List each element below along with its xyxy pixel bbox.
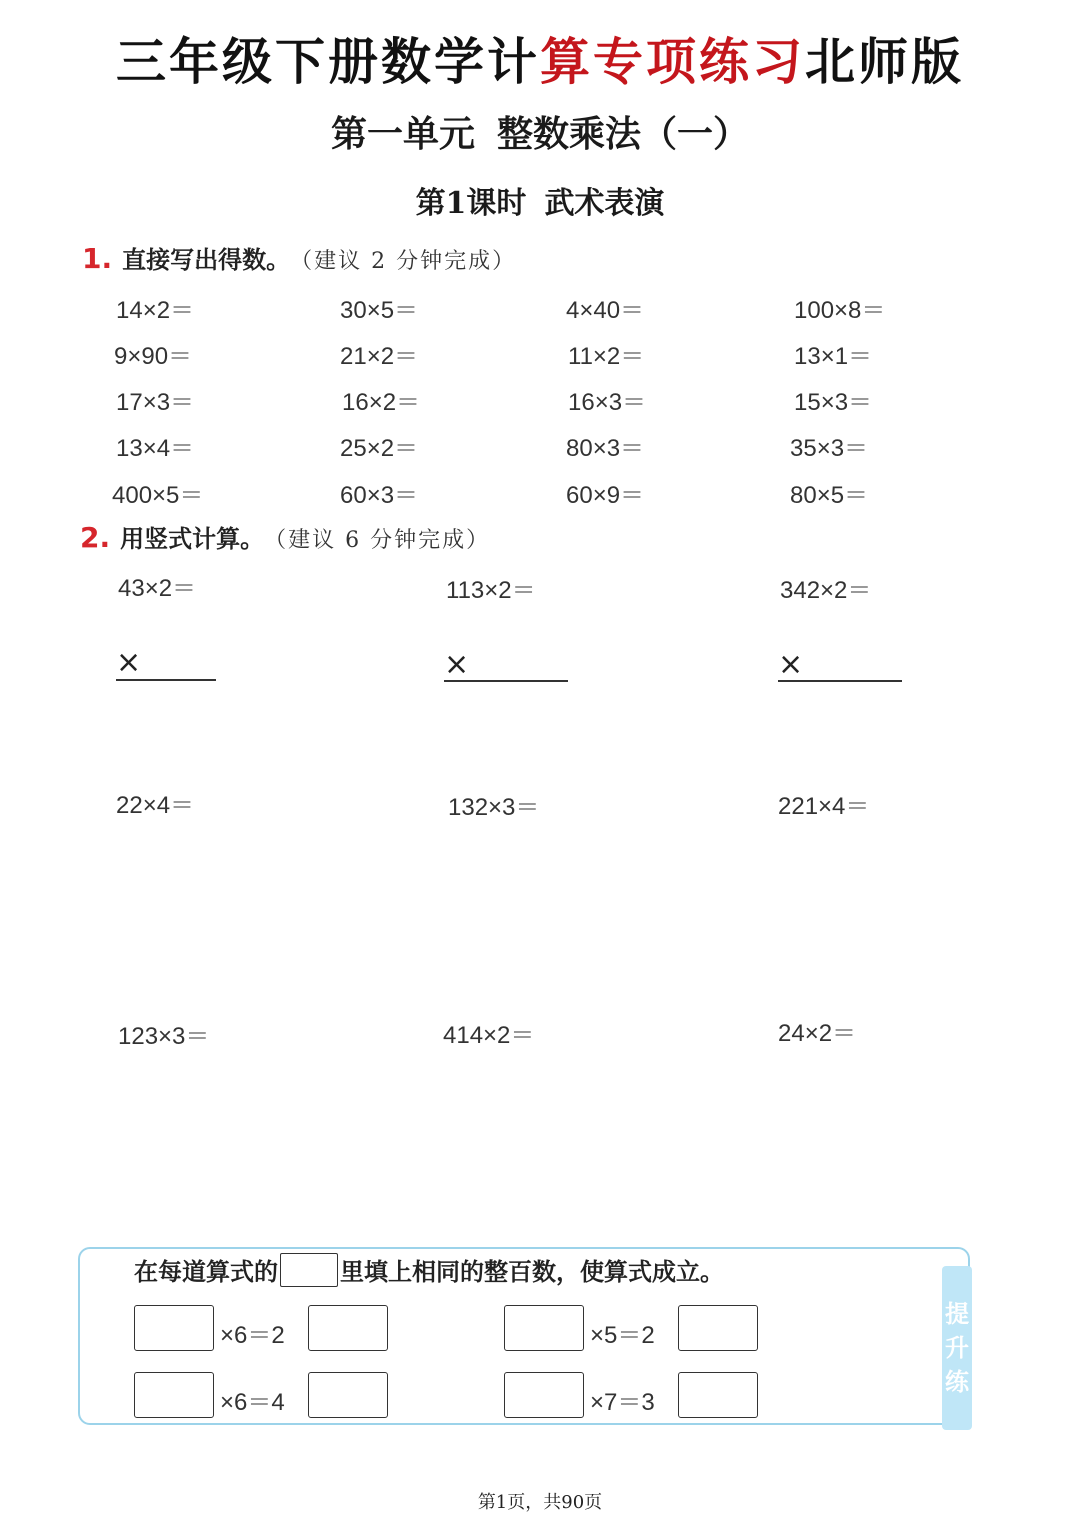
oral-item: 15×3＝ (794, 389, 873, 416)
question-1-number: 1. (82, 242, 113, 275)
oral-item: 80×5＝ (790, 482, 869, 509)
fill-box[interactable] (308, 1372, 388, 1418)
oral-item: 30×5＝ (340, 297, 419, 324)
lesson-topic: 武术表演 (544, 186, 665, 221)
oral-item: 4×40＝ (566, 297, 645, 324)
oral-item: 13×4＝ (116, 435, 195, 462)
oral-item: 11×2＝ (568, 343, 645, 370)
oral-item: 35×3＝ (790, 435, 869, 462)
question-1-heading (82, 240, 516, 275)
oral-item: 16×2＝ (342, 389, 421, 416)
oral-item: 13×1＝ (794, 343, 873, 370)
equation-op: ×6＝4 (220, 1389, 285, 1416)
vertical-item: 414×2＝ (443, 1022, 535, 1049)
oral-item: 9×90＝ (114, 343, 193, 370)
times-icon: × (778, 647, 804, 682)
challenge-instruction: 在每道算式的 里填上相同的整百数，使算式成立。 (134, 1252, 724, 1287)
vertical-item: 342×2＝ (780, 577, 872, 604)
question-2-heading (80, 519, 490, 554)
oral-item: 80×3＝ (566, 435, 645, 462)
answer-line (116, 679, 216, 681)
page-footer: 第1页，共90页 (477, 1492, 603, 1513)
oral-item: 60×9＝ (566, 482, 645, 509)
question-2-number: 2. (80, 521, 111, 554)
oral-item: 400×5＝ (112, 482, 204, 509)
oral-item: 17×3＝ (116, 389, 195, 416)
oral-item: 25×2＝ (340, 435, 419, 462)
times-icon: × (444, 647, 470, 682)
question-2-note: （建议 6 分钟完成） (264, 528, 491, 553)
vertical-item: 43×2＝ (118, 575, 197, 602)
equation-op: ×5＝2 (590, 1322, 655, 1349)
vertical-item: 132×3＝ (448, 794, 540, 821)
unit-topic: 整数乘法（一） (497, 113, 750, 155)
question-1-prompt: 直接写出得数。 (122, 246, 291, 274)
page-title: 三年级下册数学计算专项练习北师版 (116, 33, 964, 91)
oral-item: 21×2＝ (340, 343, 419, 370)
question-2-prompt: 用竖式计算。 (120, 525, 265, 553)
answer-line (778, 680, 902, 682)
lesson-heading (0, 178, 1080, 222)
fill-box[interactable] (308, 1305, 388, 1351)
fill-box[interactable] (504, 1372, 584, 1418)
equation-op: ×6＝2 (220, 1322, 285, 1349)
vertical-item: 24×2＝ (778, 1020, 857, 1047)
unit-heading (0, 106, 1080, 157)
fill-box[interactable] (134, 1372, 214, 1418)
answer-line (444, 680, 568, 682)
vertical-item: 123×3＝ (118, 1023, 210, 1050)
oral-item: 16×3＝ (568, 389, 647, 416)
fill-box[interactable] (678, 1305, 758, 1351)
fill-box[interactable] (134, 1305, 214, 1351)
vertical-item: 22×4＝ (116, 792, 195, 819)
oral-item: 14×2＝ (116, 297, 195, 324)
vertical-item: 221×4＝ (778, 793, 870, 820)
question-1-note: （建议 2 分钟完成） (290, 249, 517, 274)
unit-label: 第一单元 (330, 113, 475, 155)
challenge-tab: 提 升 练 (942, 1266, 972, 1430)
times-icon: × (116, 645, 142, 680)
fill-box[interactable] (678, 1372, 758, 1418)
oral-item: 100×8＝ (794, 297, 886, 324)
inline-blank-box (280, 1253, 338, 1287)
equation-op: ×7＝3 (590, 1389, 655, 1416)
vertical-item: 113×2＝ (446, 577, 536, 604)
fill-box[interactable] (504, 1305, 584, 1351)
lesson-label: 第1课时 (415, 186, 527, 221)
oral-item: 60×3＝ (340, 482, 419, 509)
